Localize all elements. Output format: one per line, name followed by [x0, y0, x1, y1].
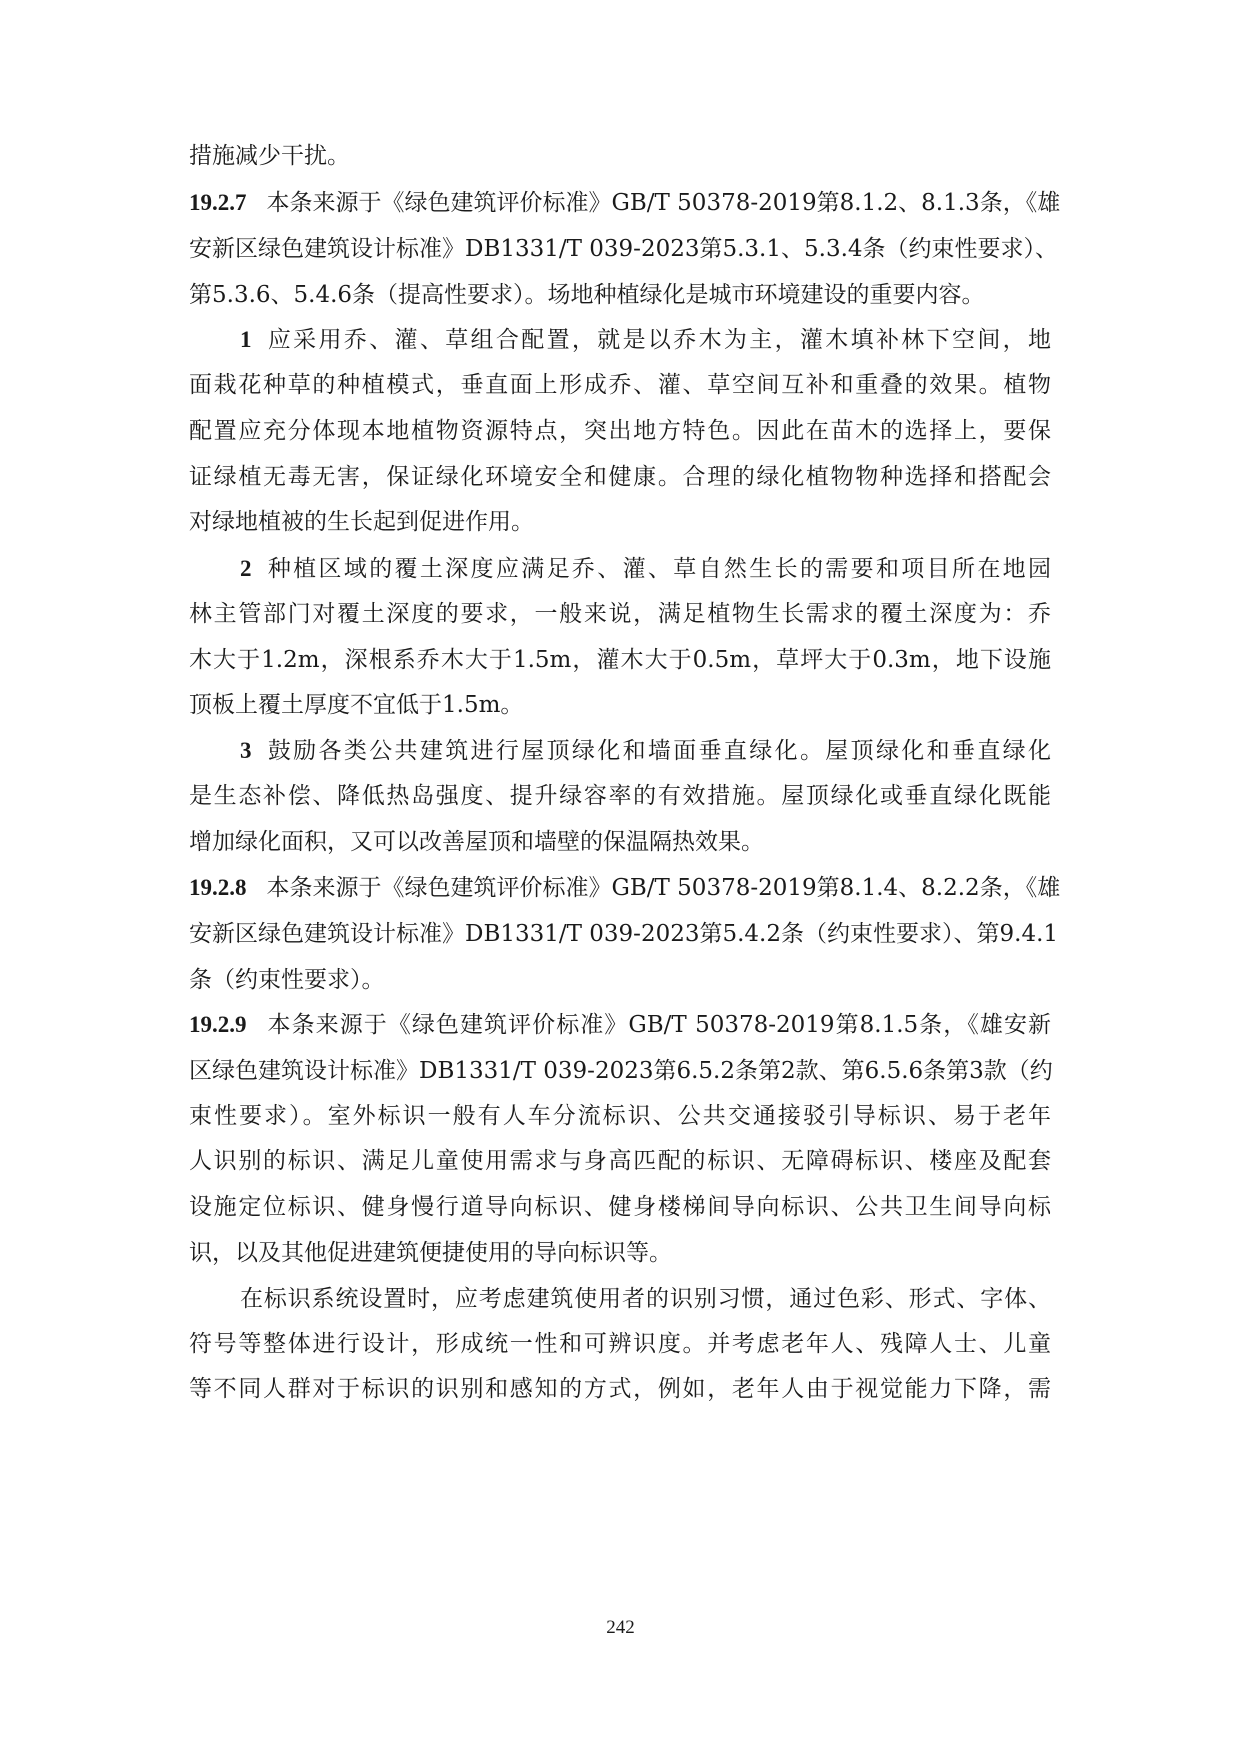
- text-line: [240, 320, 1051, 360]
- list-item-number: 2: [240, 556, 252, 581]
- text-line: [189, 1005, 1051, 1045]
- line-text: 本条来源于《绿色建筑评价标准》GB/T 50378-2019第8.1.5条，《雄安新: [266, 1012, 1051, 1038]
- text-line: [189, 502, 1051, 542]
- line-text: 本条来源于《绿色建筑评价标准》GB/T 50378-2019第8.1.4、8.2.2条，《雄: [266, 875, 1061, 901]
- line-text: 安新区绿色建筑设计标准》DB1331/T 039-2023第5.4.2条（约束性要求）、第9.4.1: [189, 921, 1059, 947]
- text-line: [189, 594, 1051, 634]
- line-text: 配置应充分体现本地植物资源特点，突出地方特色。因此在苗木的选择上，要保: [189, 418, 1051, 444]
- text-line: [240, 549, 1051, 589]
- text-line: [189, 1233, 1051, 1273]
- text-line: [189, 457, 1051, 497]
- text-line: [189, 1187, 1051, 1227]
- line-text: 增加绿化面积，又可以改善屋顶和墙壁的保温隔热效果。: [189, 829, 764, 855]
- line-text: 条（约束性要求）。: [189, 967, 385, 993]
- line-text: 符号等整体进行设计，形成统一性和可辨识度。并考虑老年人、残障人士、儿童: [189, 1331, 1051, 1357]
- text-line: [240, 1279, 1051, 1319]
- text-line: [189, 229, 1059, 269]
- text-line: [189, 960, 1051, 1000]
- line-text: 面栽花种草的种植模式，垂直面上形成乔、灌、草空间互补和重叠的效果。植物: [189, 372, 1051, 398]
- line-text: 对绿地植被的生长起到促进作用。: [189, 509, 534, 535]
- text-line: [189, 640, 1051, 680]
- text-line: [189, 411, 1051, 451]
- line-text: 区绿色建筑设计标准》DB1331/T 039-2023第6.5.2条第2款、第6.5.6条第3款（约: [189, 1058, 1053, 1084]
- list-item-number: 1: [240, 327, 252, 352]
- text-line: [189, 914, 1059, 954]
- list-item-number: 3: [240, 738, 252, 763]
- line-text: 人识别的标识、满足儿童使用需求与身高匹配的标识、无障碍标识、楼座及配套: [189, 1148, 1051, 1174]
- line-text: 第5.3.6、5.4.6条（提高性要求）。场地种植绿化是城市环境建设的重要内容。: [189, 282, 985, 308]
- line-text: 等不同人群对于标识的识别和感知的方式，例如，老年人由于视觉能力下降，需: [189, 1376, 1051, 1402]
- line-text: 本条来源于《绿色建筑评价标准》GB/T 50378-2019第8.1.2、8.1.3条，《雄: [266, 190, 1061, 216]
- text-line: [189, 1369, 1051, 1409]
- line-text: 鼓励各类公共建筑进行屋顶绿化和墙面垂直绿化。屋顶绿化和垂直绿化: [265, 738, 1051, 764]
- text-line: [189, 868, 1061, 908]
- line-text: 识，以及其他促进建筑便捷使用的导向标识等。: [189, 1240, 672, 1266]
- text-line: [240, 731, 1051, 771]
- line-text: 设施定位标识、健身慢行道导向标识、健身楼梯间导向标识、公共卫生间导向标: [189, 1194, 1051, 1220]
- line-text: 是生态补偿、降低热岛强度、提升绿容率的有效措施。屋顶绿化或垂直绿化既能: [189, 783, 1051, 809]
- text-line: [189, 1324, 1051, 1364]
- line-text: 措施减少干扰。: [189, 143, 350, 169]
- line-text: 林主管部门对覆土深度的要求，一般来说，满足植物生长需求的覆土深度为：乔: [189, 601, 1051, 627]
- text-line: [189, 1096, 1051, 1136]
- text-line: [189, 822, 1051, 862]
- line-text: 种植区域的覆土深度应满足乔、灌、草自然生长的需要和项目所在地园: [265, 556, 1051, 582]
- text-line: [189, 685, 1051, 725]
- text-line: [189, 275, 1051, 315]
- line-text: 证绿植无毒无害，保证绿化环境安全和健康。合理的绿化植物物种选择和搭配会: [189, 464, 1051, 490]
- page-number: 242: [606, 1617, 635, 1638]
- clause-number: 19.2.7: [189, 190, 247, 215]
- line-text: 木大于1.2m，深根系乔木大于1.5m，灌木大于0.5m，草坪大于0.3m，地下设施: [189, 647, 1051, 673]
- line-text: 应采用乔、灌、草组合配置，就是以乔木为主，灌木填补林下空间，地: [265, 327, 1051, 353]
- text-line: [189, 1051, 1051, 1091]
- text-line: [189, 1141, 1051, 1181]
- text-line: [189, 136, 1051, 176]
- line-text: 束性要求）。室外标识一般有人车分流标识、公共交通接驳引导标识、易于老年: [189, 1103, 1051, 1129]
- clause-number: 19.2.9: [189, 1012, 247, 1037]
- line-text: 顶板上覆土厚度不宜低于1.5m。: [189, 692, 524, 718]
- line-text: 安新区绿色建筑设计标准》DB1331/T 039-2023第5.3.1、5.3.4条（约束性要求）、: [189, 236, 1059, 262]
- text-line: [189, 365, 1051, 405]
- clause-number: 19.2.8: [189, 875, 247, 900]
- text-line: [189, 776, 1051, 816]
- line-text: 在标识系统设置时，应考虑建筑使用者的识别习惯，通过色彩、形式、字体、: [240, 1286, 1051, 1312]
- text-line: [189, 183, 1061, 223]
